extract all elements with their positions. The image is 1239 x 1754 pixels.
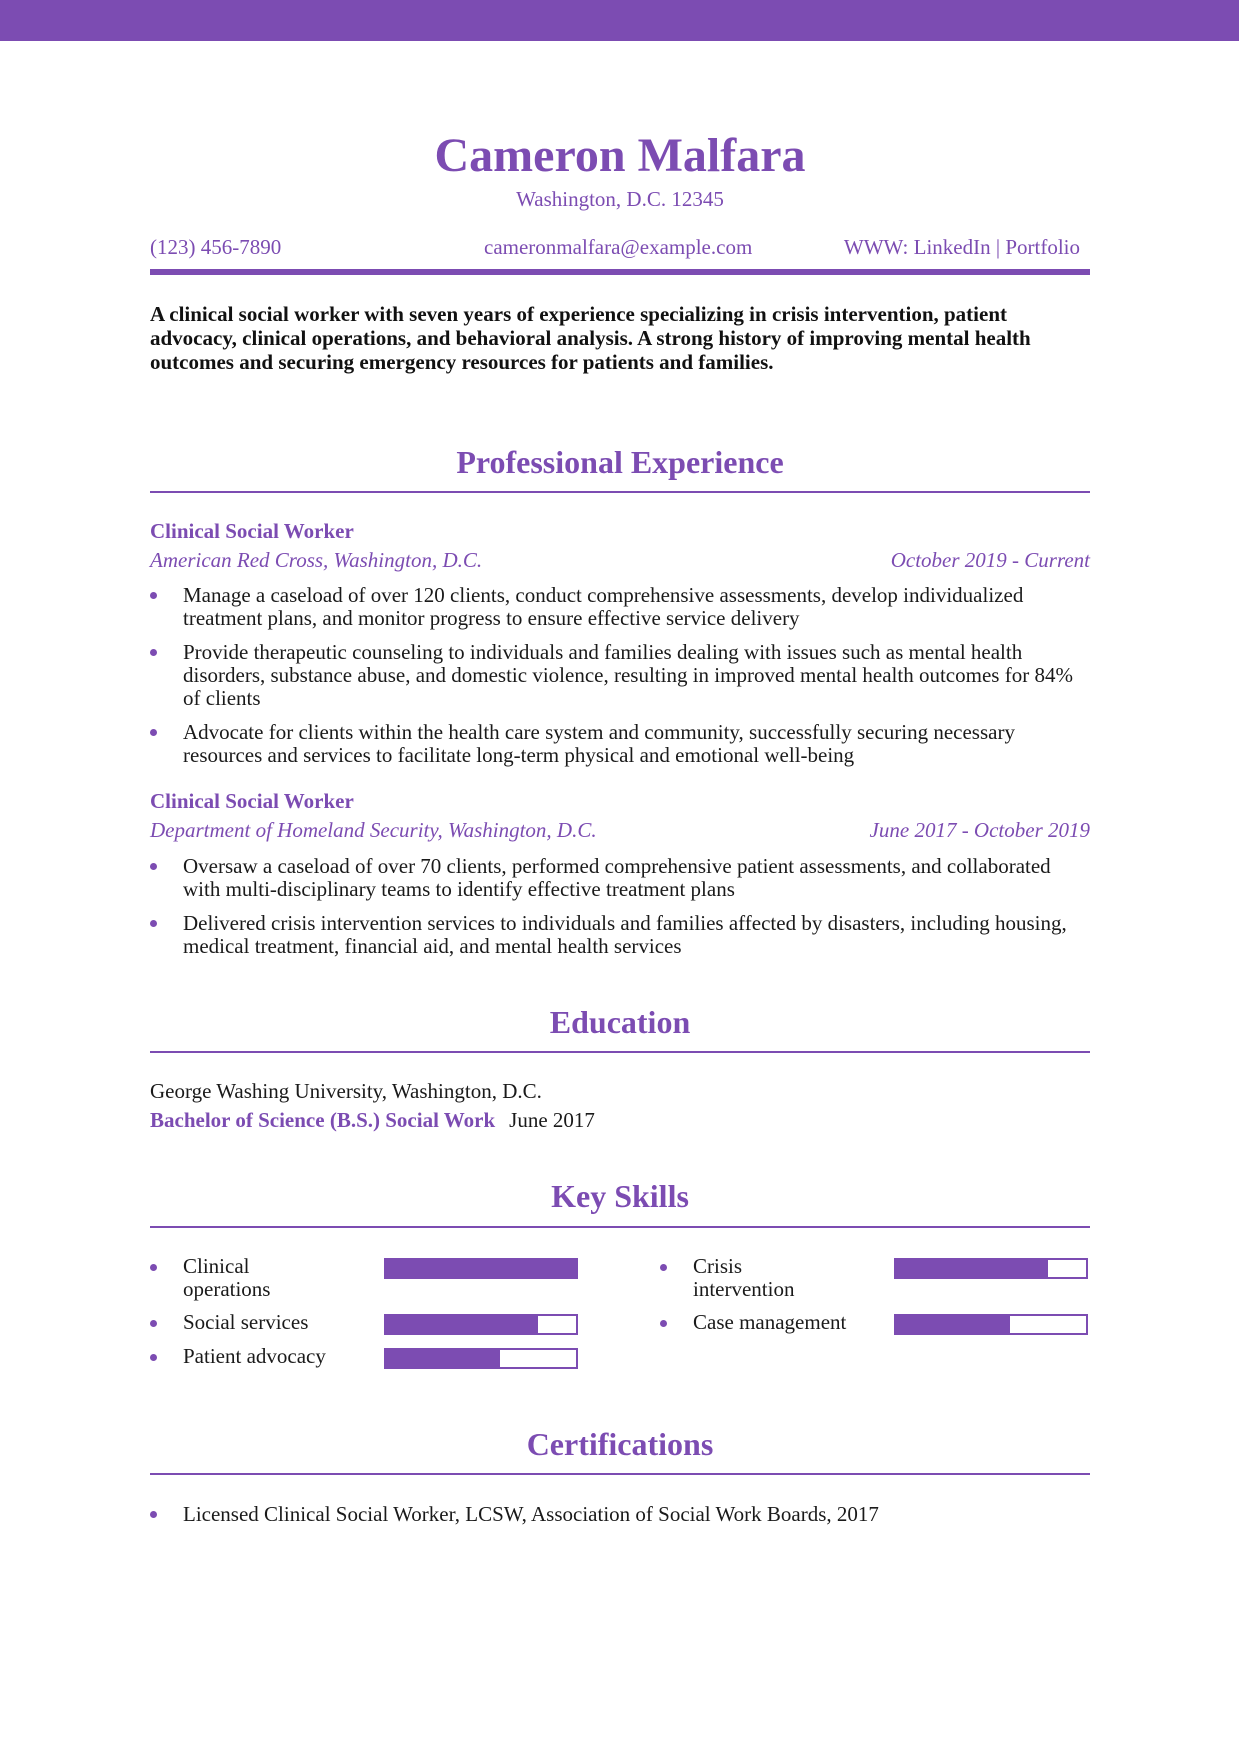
bullet-icon [660, 1264, 667, 1271]
section-title-education: Education [549, 1004, 691, 1040]
job-title: Clinical Social Worker [150, 519, 354, 543]
bullet-icon [150, 729, 157, 736]
email-address: cameronmalfara@example.com [484, 235, 753, 259]
bullet-icon [660, 1320, 667, 1327]
phone-number: (123) 456-7890 [150, 235, 282, 259]
job-organization: American Red Cross, Washington, D.C. [150, 548, 483, 572]
list-item [150, 584, 1090, 630]
bullet-icon [150, 1511, 157, 1518]
job-organization: Department of Homeland Security, Washington, D.C. [150, 818, 597, 842]
list-item [150, 721, 1090, 767]
bullet-icon [150, 1264, 157, 1271]
section-title-certifications: Certifications [526, 1426, 714, 1462]
skill-level-bar [384, 1258, 578, 1279]
bullet-text: Provide therapeutic counseling to individuals and families dealing with issues such as mental health disorders, substance abuse, and domestic violence, resulting in improved mental health outcomes for 84% of clients [183, 640, 1073, 710]
bullet-text: Manage a caseload of over 120 clients, conduct comprehensive assessments, develop individualized treatment plans, and monitor progress to ensure effective service delivery [183, 583, 1024, 630]
bullet-icon [150, 863, 157, 870]
bullet-icon [150, 1354, 157, 1361]
skill-item [150, 1255, 580, 1301]
section-divider-certifications [150, 1473, 1090, 1475]
certification-text: Licensed Clinical Social Worker, LCSW, Association of Social Work Boards, 2017 [183, 1502, 879, 1526]
list-item [150, 1503, 1090, 1526]
job-bullets [150, 584, 1090, 778]
bullet-text: Oversaw a caseload of over 70 clients, performed comprehensive patient assessments, and collaborated with multi-disciplinary teams to identify effective treatment plans [183, 854, 1051, 901]
skill-item [150, 1311, 580, 1335]
bullet-icon [150, 592, 157, 599]
skill-level-fill [386, 1316, 538, 1333]
section-divider-education [150, 1051, 1090, 1053]
school-name: George Washing University, Washington, D.C. [150, 1079, 542, 1103]
job-bullets [150, 855, 1090, 969]
candidate-address: Washington, D.C. 12345 [516, 187, 724, 211]
bullet-text: Advocate for clients within the health care system and community, successfully securing necessary resources and services to facilitate long-term physical and emotional well-being [183, 720, 1015, 767]
degree-name: Bachelor of Science (B.S.) Social Work [150, 1108, 496, 1132]
header-divider [150, 269, 1090, 275]
list-item [150, 912, 1090, 958]
skill-label: Patient advocacy [183, 1344, 326, 1368]
web-links: WWW: LinkedIn | Portfolio [843, 235, 1080, 259]
skill-label: Case management [693, 1310, 847, 1334]
job-title: Clinical Social Worker [150, 789, 354, 813]
section-title-experience: Professional Experience [456, 444, 784, 480]
list-item [150, 641, 1090, 710]
skill-item [660, 1255, 1090, 1301]
section-divider-skills [150, 1226, 1090, 1228]
skill-level-fill [386, 1260, 576, 1277]
skill-level-fill [896, 1316, 1010, 1333]
bullet-icon [150, 1320, 157, 1327]
skill-label: Clinical operations [183, 1254, 271, 1301]
professional-summary: A clinical social worker with seven years of experience specializing in crisis intervention, patient advocacy, clinical operations, and behavioral analysis. A strong history of improving mental health outcomes and securing emergency resources for patients and families. [150, 302, 1031, 374]
job-dates: October 2019 - Current [890, 548, 1090, 572]
skill-level-fill [386, 1350, 500, 1367]
skill-level-bar [384, 1348, 578, 1369]
section-title-skills: Key Skills [551, 1178, 689, 1214]
skill-item [150, 1345, 580, 1369]
skill-level-bar [894, 1314, 1088, 1335]
candidate-name: Cameron Malfara [434, 129, 806, 182]
degree-line [150, 1108, 595, 1133]
graduation-date: June 2017 [509, 1108, 595, 1132]
certification-list [150, 1503, 1090, 1537]
skill-label: Social services [183, 1310, 309, 1334]
list-item [150, 855, 1090, 901]
bullet-text: Delivered crisis intervention services to individuals and families affected by disasters, including housing, medical treatment, financial aid, and mental health services [183, 911, 1067, 958]
skill-level-bar [384, 1314, 578, 1335]
skill-level-bar [894, 1258, 1088, 1279]
section-divider-experience [150, 491, 1090, 493]
bullet-icon [150, 920, 157, 927]
bullet-icon [150, 649, 157, 656]
skill-level-fill [896, 1260, 1048, 1277]
top-accent-bar [0, 0, 1239, 41]
job-dates: June 2017 - October 2019 [869, 818, 1090, 842]
skill-item [660, 1311, 1090, 1335]
skill-label: Crisis intervention [693, 1254, 795, 1301]
